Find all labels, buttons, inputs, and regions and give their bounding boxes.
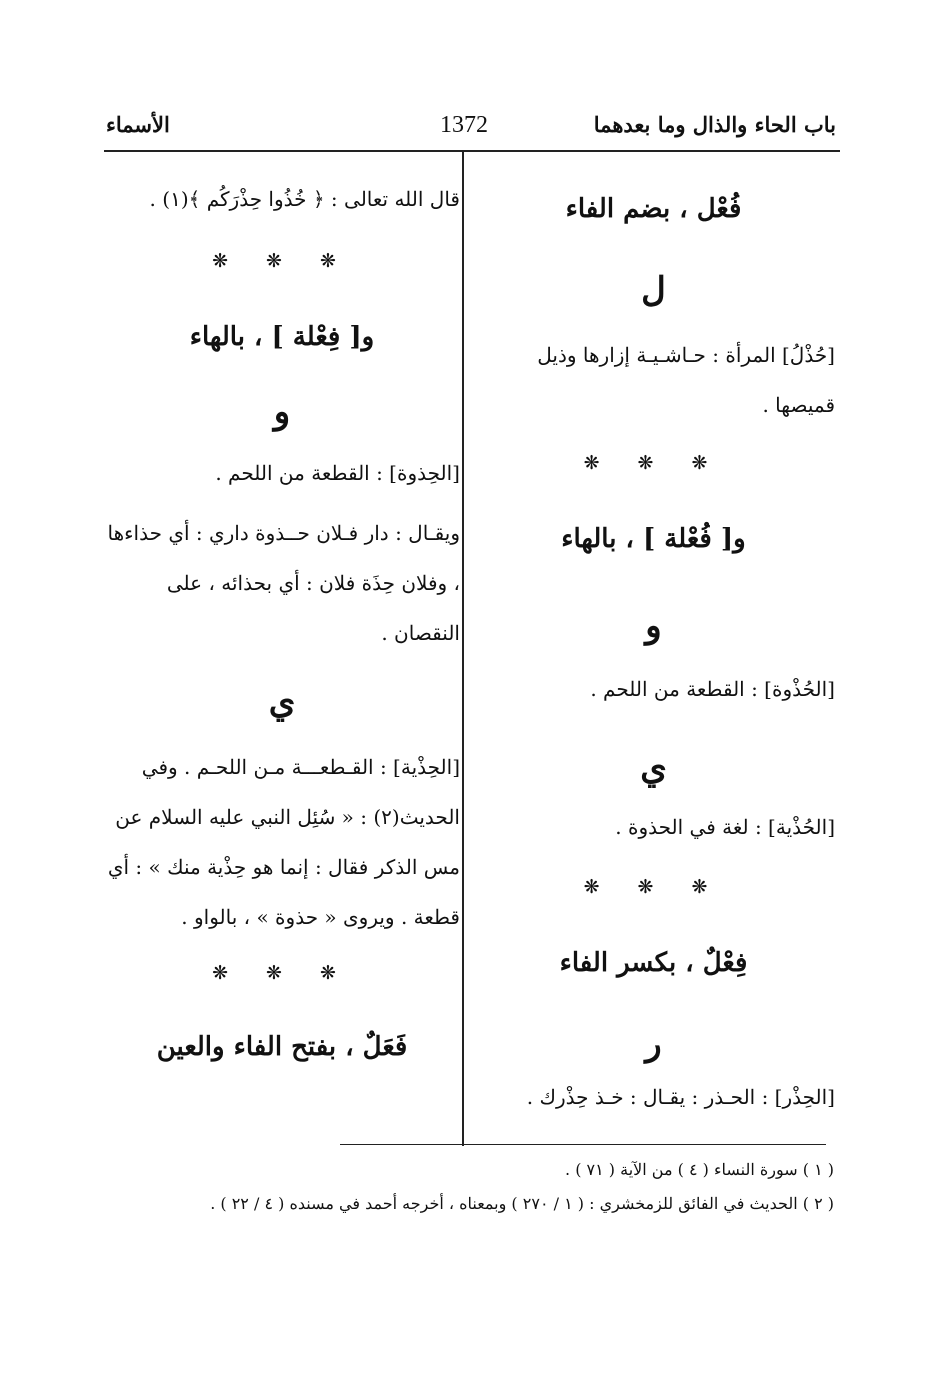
root-letter: و bbox=[273, 392, 291, 432]
entry-paragraph: [الحِذْر] : الحـذر : يقـال : خـذ حِذْرك . bbox=[526, 1085, 835, 1109]
section-separator: ❋ ❋ ❋ bbox=[583, 452, 724, 474]
entry-paragraph: [الحُذْوة] : القطعة من اللحم . bbox=[590, 677, 835, 701]
root-letter: و bbox=[645, 606, 662, 646]
footnote-1: ( ١ ) سورة النساء ( ٤ ) من الآية ( ٧١ ) . bbox=[565, 1160, 834, 1179]
section-heading: فَعَلٌ ، بفتح الفاء والعين bbox=[156, 1032, 408, 1062]
root-letter: ي bbox=[640, 748, 667, 788]
entry-paragraph: [الحِذوة] : القطعة من اللحم . bbox=[215, 461, 460, 485]
root-letter: ي bbox=[268, 682, 296, 722]
running-head-chapter: باب الحاء والذال وما بعدهما bbox=[593, 112, 836, 137]
section-heading: و[ فِعْلة ] ، بالهاء bbox=[189, 322, 375, 352]
footnote-rule bbox=[340, 1144, 826, 1145]
section-heading: فُعْل ، بضم الفاء bbox=[565, 194, 742, 224]
running-head-section: الأسماء bbox=[106, 112, 170, 137]
root-letter: ل bbox=[641, 270, 666, 310]
section-separator: ❋ ❋ ❋ bbox=[583, 876, 724, 898]
entry-paragraph: ويقـال : دار فـلان حــذوة داري : أي حذاءها ، وفلان حِذَة فلان : أي بحذائه ، على النقصان . bbox=[107, 521, 460, 645]
footnote-2: ( ٢ ) الحديث في الفائق للزمخشري : ( ١ / ٢٧٠ ) وبمعناه ، أخرجه أحمد في مسنده ( ٤ / ٢٢ ) . bbox=[210, 1194, 834, 1213]
entry-paragraph: [الحُذْية] : لغة في الحذوة . bbox=[615, 815, 835, 839]
section-separator: ❋ ❋ ❋ bbox=[212, 250, 352, 272]
section-separator: ❋ ❋ ❋ bbox=[212, 962, 352, 984]
entry-paragraph: قال الله تعالى : ﴿ خُذُوا حِذْرَكُم ﴾(١) . bbox=[149, 187, 460, 211]
root-letter: ر bbox=[645, 1024, 662, 1064]
entry-paragraph: [الحِذْية] : القـطعـــة مـن اللحـم . وفي الحديث(٢) : « سُئِل النبي عليه السلام عن مس الذكر فقال : إنما هو حِذْية منك » : أي قطعة . ويروى « حذوة » ، بالواو . bbox=[107, 755, 460, 929]
header-rule bbox=[104, 150, 840, 152]
page-number: 1372 bbox=[440, 112, 488, 138]
column-divider bbox=[462, 152, 464, 1146]
entry-paragraph: [حُذْلُ] المرأة : حـاشـيـة إزارها وذيل قميصها . bbox=[537, 343, 835, 417]
section-heading: و[ فُعْلة ] ، بالهاء bbox=[561, 524, 746, 554]
section-heading: فِعْلٌ ، بكسر الفاء bbox=[559, 948, 748, 978]
